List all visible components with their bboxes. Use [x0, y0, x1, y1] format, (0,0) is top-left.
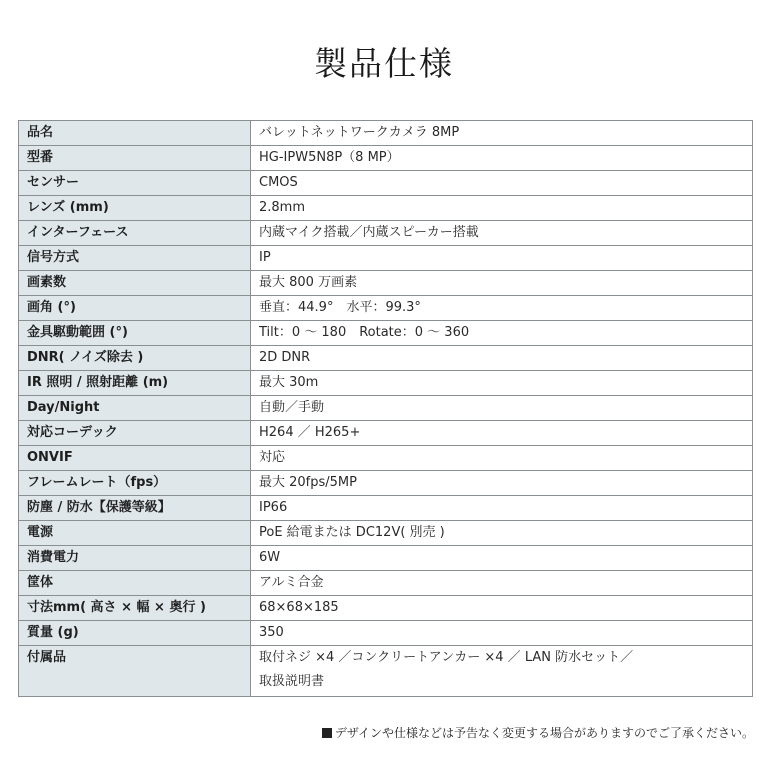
table-row [19, 596, 753, 621]
spec-value: 最大 30m [251, 371, 753, 396]
table-row [19, 546, 753, 571]
spec-label: 品名 [19, 121, 251, 146]
spec-value: PoE 給電または DC12V( 別売 ) [251, 521, 753, 546]
table-row [19, 371, 753, 396]
spec-label: 信号方式 [19, 246, 251, 271]
spec-label: センサー [19, 171, 251, 196]
table-row [19, 471, 753, 496]
table-row [19, 271, 753, 296]
spec-label: 筐体 [19, 571, 251, 596]
spec-label: 対応コーデック [19, 421, 251, 446]
spec-value: アルミ合金 [251, 571, 753, 596]
table-row [19, 221, 753, 246]
spec-table [18, 120, 753, 697]
table-row [19, 446, 753, 471]
footnote [322, 724, 754, 741]
spec-value: 68×68×185 [251, 596, 753, 621]
spec-label: 防塵 / 防水【保護等級】 [19, 496, 251, 521]
spec-label: 質量 (g) [19, 621, 251, 646]
table-row [19, 346, 753, 371]
spec-value: CMOS [251, 171, 753, 196]
table-row [19, 421, 753, 446]
spec-value: 自動／手動 [251, 396, 753, 421]
spec-value: 最大 20fps/5MP [251, 471, 753, 496]
spec-value: 350 [251, 621, 753, 646]
spec-label: Day/Night [19, 396, 251, 421]
spec-value: 垂直：44.9° 水平：99.3° [251, 296, 753, 321]
spec-label: レンズ (mm) [19, 196, 251, 221]
table-row [19, 496, 753, 521]
spec-value: 2.8mm [251, 196, 753, 221]
table-row [19, 146, 753, 171]
spec-label: 付属品 [19, 646, 251, 697]
spec-value [251, 646, 753, 697]
table-row [19, 121, 753, 146]
spec-value: 6W [251, 546, 753, 571]
spec-value: IP66 [251, 496, 753, 521]
page-title: 製品仕様 [314, 44, 454, 83]
spec-value: 内蔵マイク搭載／内蔵スピーカー搭載 [251, 221, 753, 246]
spec-label: 画角 (°) [19, 296, 251, 321]
spec-value-line: 取付ネジ ×4 ／コンクリートアンカー ×4 ／ LAN 防水セット／ [259, 650, 634, 665]
spec-value: IP [251, 246, 753, 271]
spec-value: H264 ／ H265+ [251, 421, 753, 446]
table-row [19, 571, 753, 596]
spec-label: 型番 [19, 146, 251, 171]
spec-label: ONVIF [19, 446, 251, 471]
table-row [19, 321, 753, 346]
spec-value: 対応 [251, 446, 753, 471]
spec-label: 画素数 [19, 271, 251, 296]
table-row [19, 196, 753, 221]
spec-label: IR 照明 / 照射距離 (m) [19, 371, 251, 396]
table-row [19, 521, 753, 546]
spec-label: 寸法mm( 高さ × 幅 × 奥行 ) [19, 596, 251, 621]
spec-label: 消費電力 [19, 546, 251, 571]
spec-value: 最大 800 万画素 [251, 271, 753, 296]
spec-value: 2D DNR [251, 346, 753, 371]
spec-label: フレームレート（fps） [19, 471, 251, 496]
table-row [19, 621, 753, 646]
table-row [19, 396, 753, 421]
spec-label: 電源 [19, 521, 251, 546]
table-row [19, 646, 753, 697]
spec-value: HG-IPW5N8P（8 MP） [251, 146, 753, 171]
spec-label: 金具駆動範囲 (°) [19, 321, 251, 346]
table-row [19, 296, 753, 321]
spec-label: DNR( ノイズ除去 ) [19, 346, 251, 371]
spec-label: インターフェース [19, 221, 251, 246]
spec-value-line: 取扱説明書 [259, 674, 325, 689]
footnote-text: デザインや仕様などは予告なく変更する場合がありますのでご了承ください。 [334, 726, 754, 740]
square-bullet-icon [322, 728, 332, 738]
table-row [19, 171, 753, 196]
spec-value: バレットネットワークカメラ 8MP [251, 121, 753, 146]
spec-value: Tilt：0 ～ 180 Rotate：0 ～ 360 [251, 321, 753, 346]
table-row [19, 246, 753, 271]
